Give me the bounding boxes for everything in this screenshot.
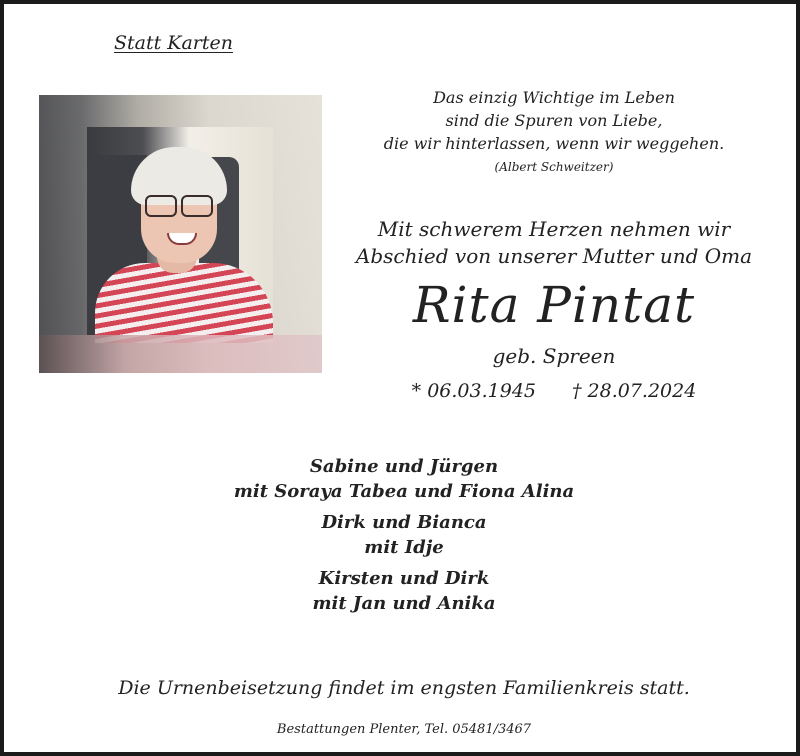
quote-line: sind die Spuren von Liebe, — [445, 111, 663, 130]
family-line: Sabine und Jürgen — [309, 456, 499, 477]
quote-line: Das einzig Wichtige im Leben — [433, 88, 675, 107]
intro-line: Abschied von unserer Mutter und Oma — [355, 244, 753, 268]
quote-author: (Albert Schweitzer) — [494, 160, 614, 174]
life-dates — [334, 380, 774, 402]
portrait-photo — [39, 95, 322, 373]
family-group — [104, 566, 704, 616]
burial-notice: Die Urnenbeisetzung findet im engsten Familienkreis statt. — [118, 677, 690, 699]
family-line: Dirk und Bianca — [321, 512, 487, 533]
intro-line: Mit schwerem Herzen nehmen wir — [377, 217, 731, 241]
funeral-home-footer: Bestattungen Plenter, Tel. 05481/3467 — [276, 722, 532, 737]
header-note: Statt Karten — [114, 32, 234, 54]
deceased-name: Rita Pintat — [412, 276, 696, 334]
quote-line: die wir hinterlassen, wenn wir weggehen. — [383, 134, 725, 153]
quote — [364, 86, 744, 155]
family-line: mit Soraya Tabea und Fiona Alina — [233, 481, 575, 502]
family-line: Kirsten und Dirk — [318, 568, 490, 589]
family-group — [104, 454, 704, 504]
family-line: mit Jan und Anika — [312, 593, 496, 614]
intro-text — [334, 216, 774, 270]
birth-name: geb. Spreen — [492, 344, 616, 368]
death-date: † 28.07.2024 — [572, 380, 697, 402]
family-line: mit Idje — [364, 537, 444, 558]
family-group — [104, 510, 704, 560]
birth-date: * 06.03.1945 — [411, 380, 536, 402]
